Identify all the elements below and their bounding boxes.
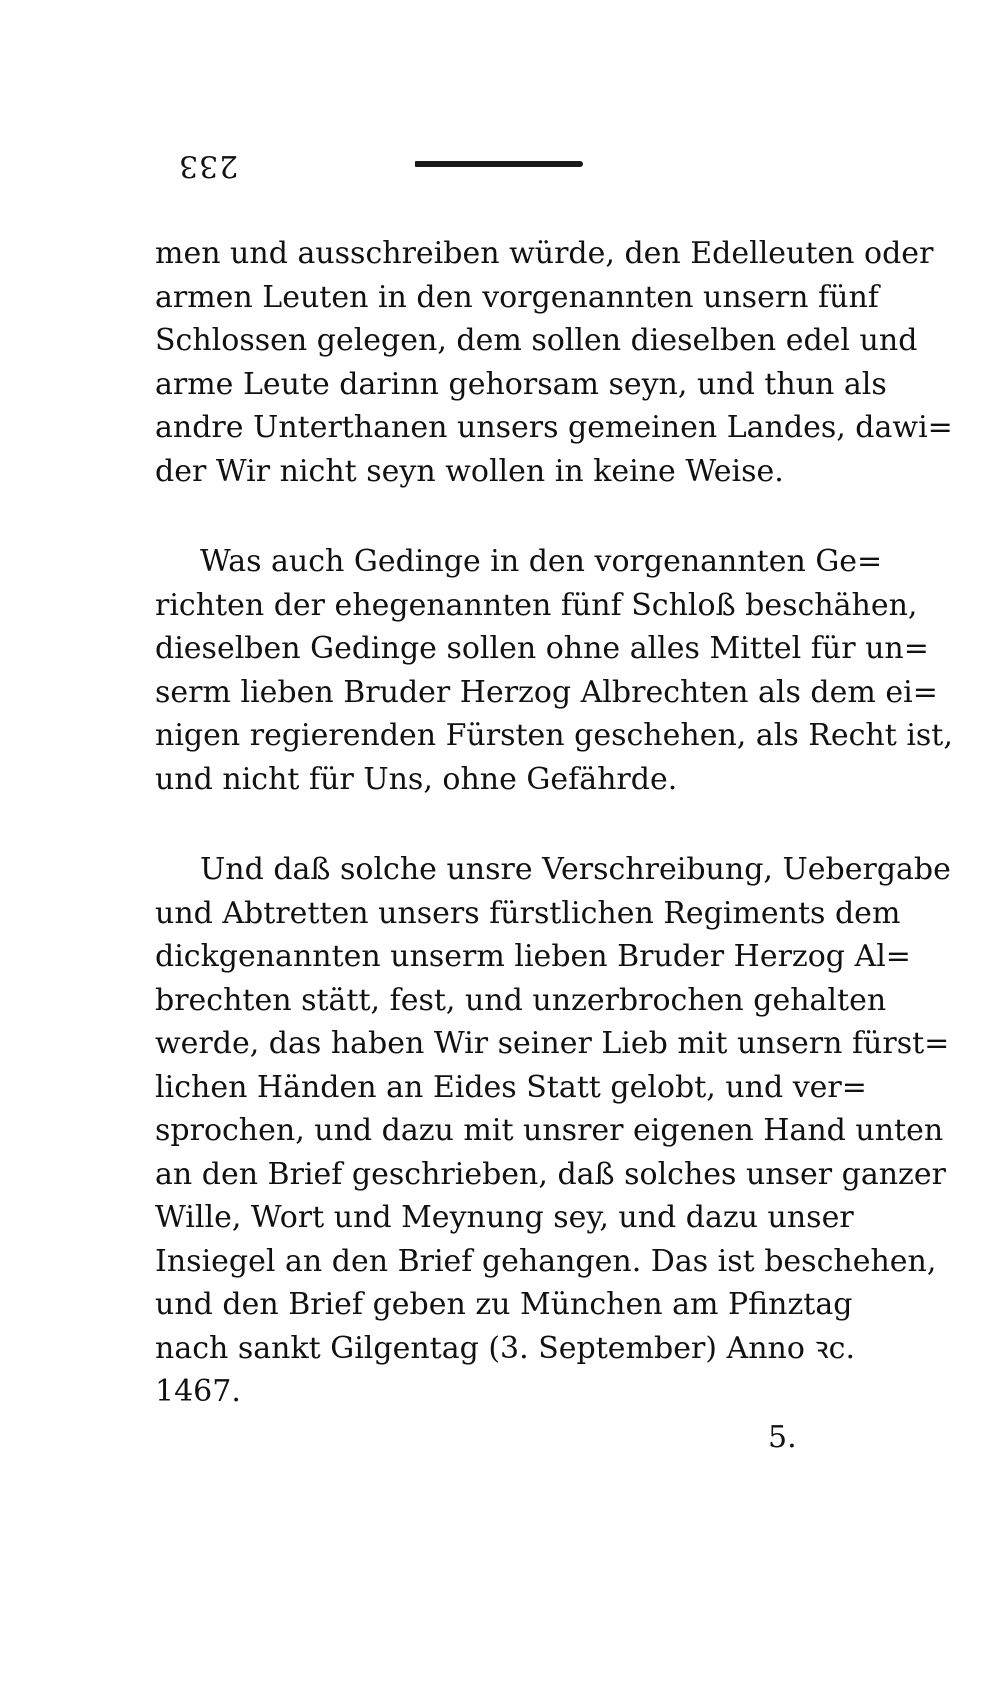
- text-line: serm lieben Bruder Herzog Albrechten als dem ei=: [155, 674, 938, 710]
- text-line: und den Brief geben zu München am Pfinztag: [155, 1287, 853, 1322]
- text-line: und nicht für Uns, ohne Gefährde.: [155, 761, 678, 797]
- text-line: der Wir nicht seyn wollen in keine Weise.: [155, 453, 784, 489]
- text-line: nigen regierenden Fürsten geschehen, als Recht ist,: [155, 718, 953, 753]
- text-line: men und ausschreiben würde, den Edelleuten oder: [155, 236, 934, 271]
- text-line: an den Brief geschrieben, daß solches unser ganzer: [155, 1156, 946, 1192]
- text-line: Insiegel an den Brief gehangen. Das ist beschehen,: [155, 1243, 937, 1279]
- text-line: brechten stätt, fest, und unzerbrochen gehalten: [155, 982, 887, 1018]
- text-line: lichen Händen an Eides Statt gelobt, und ver=: [155, 1069, 867, 1105]
- text-line: und Abtretten unsers fürstlichen Regiments dem: [155, 895, 901, 931]
- paragraph-2: [155, 540, 953, 801]
- text-line: 1467.: [155, 1374, 241, 1409]
- text-line: dieselben Gedinge sollen ohne alles Mittel für un=: [155, 631, 929, 666]
- text-line: Wille, Wort und Meynung sey, und dazu unser: [155, 1200, 854, 1235]
- text-line: Was auch Gedinge in den vorgenannten Ge=: [200, 544, 883, 579]
- text-line: andre Unterthanen unsers gemeinen Landes, dawi=: [155, 410, 953, 445]
- page-number: 233: [178, 148, 239, 183]
- header-rule: [415, 161, 583, 167]
- text-line: nach sankt Gilgentag (3. September) Anno ꝛc.: [155, 1330, 855, 1366]
- catchword: 5.: [768, 1420, 797, 1455]
- paragraph-3: [155, 848, 951, 1414]
- text-line: arme Leute darinn gehorsam seyn, und thun als: [155, 366, 887, 402]
- text-line: werde, das haben Wir seiner Lieb mit unsern fürst=: [155, 1026, 950, 1061]
- text-line: dickgenannten unserm lieben Bruder Herzog Al=: [155, 939, 911, 974]
- text-line: Schlossen gelegen, dem sollen dieselben edel und: [155, 323, 918, 358]
- text-line: Und daß solche unsre Verschreibung, Uebergabe: [200, 852, 951, 887]
- text-line: armen Leuten in den vorgenannten unsern fünf: [155, 279, 879, 315]
- text-line: sprochen, und dazu mit unsrer eigenen Hand unten: [155, 1113, 944, 1148]
- paragraph-1: [155, 232, 953, 493]
- text-line: richten der ehegenannten fünf Schloß beschähen,: [155, 587, 918, 623]
